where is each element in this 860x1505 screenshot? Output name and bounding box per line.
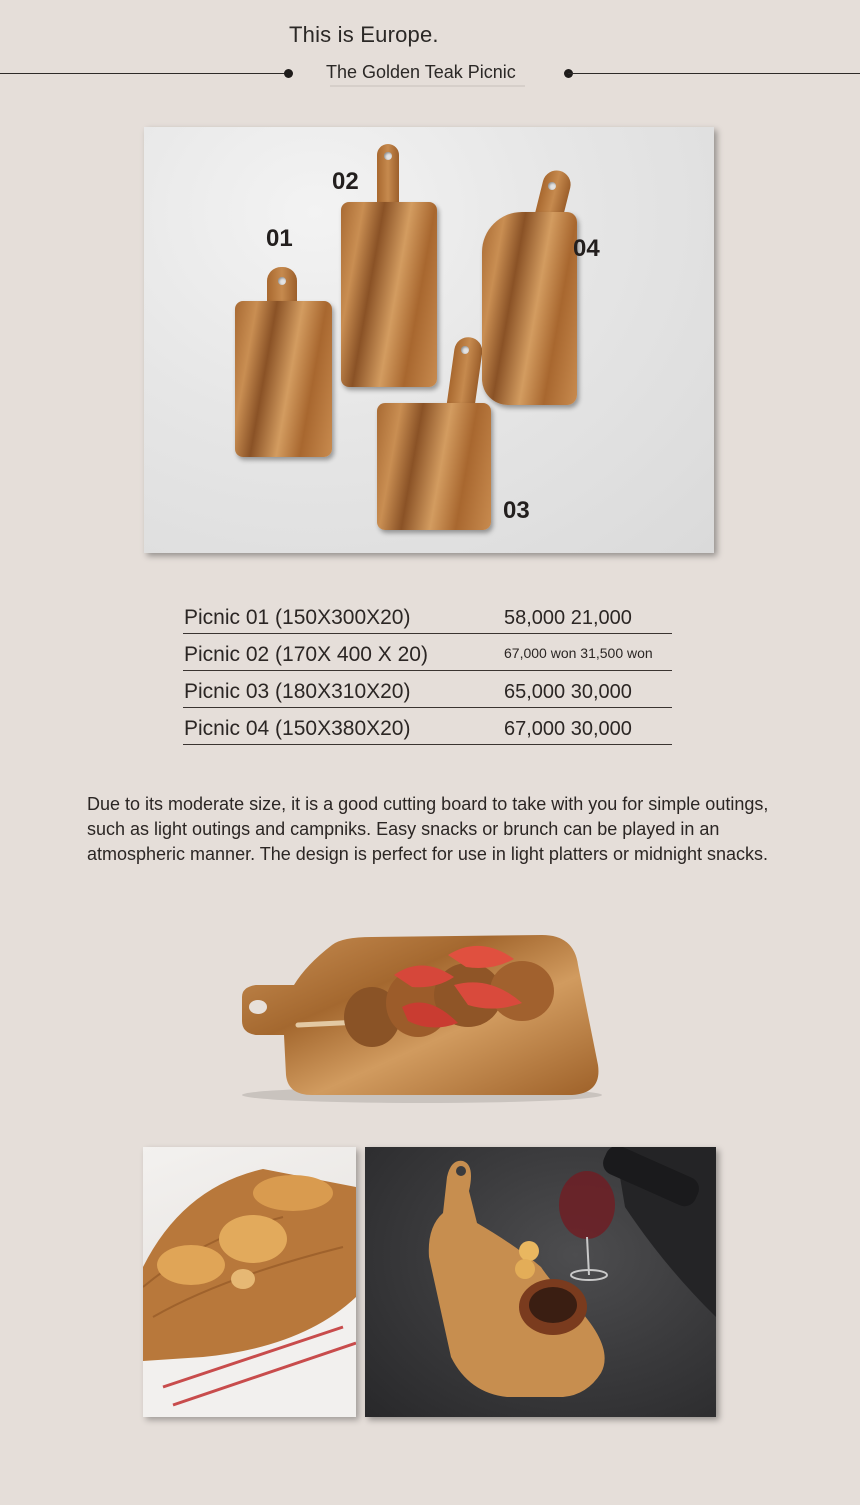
- board-04-image: [482, 170, 582, 410]
- header-rule-left: [0, 73, 287, 74]
- product-line-title: The Golden Teak Picnic: [326, 62, 516, 82]
- product-name: Picnic 03 (180X310X20): [184, 680, 411, 703]
- product-price: 58,000 21,000: [504, 607, 632, 629]
- board-label-03: 03: [503, 497, 530, 524]
- header-rule-right: [568, 73, 860, 74]
- header-rule-dot-left: [284, 69, 293, 78]
- price-table: [183, 597, 672, 745]
- product-description: Due to its moderate size, it is a good cutting board to take with you for simple outings, such as light outings and campniks. Easy snacks or brunch can be played in an atmospheric manner. The design is perfect for use in light platters or midnight snacks.: [87, 794, 769, 864]
- product-price: 67,000 30,000: [504, 718, 632, 740]
- hero-boards-photo: [144, 127, 714, 553]
- price-row: [183, 634, 672, 671]
- product-name: Picnic 04 (150X380X20): [184, 717, 411, 740]
- product-name: Picnic 01 (150X300X20): [184, 606, 411, 629]
- board-label-01: 01: [266, 225, 293, 252]
- price-row: [183, 671, 672, 708]
- cheese-bread-board-photo: [143, 1147, 356, 1417]
- price-row: [183, 708, 672, 745]
- board-01-image: [235, 267, 335, 462]
- product-price: 65,000 30,000: [504, 681, 632, 703]
- subtitle-underline: [330, 85, 525, 87]
- product-price: 67,000 won 31,500 won: [504, 645, 653, 661]
- product-name: Picnic 02 (170X 400 X 20): [184, 643, 428, 666]
- skewer-board-photo: [222, 925, 607, 1105]
- board-03-image: [377, 337, 495, 534]
- page-tagline: This is Europe.: [289, 22, 439, 47]
- board-label-04: 04: [573, 235, 600, 262]
- dessert-board-photo: [365, 1147, 716, 1417]
- price-row: [183, 597, 672, 634]
- board-label-02: 02: [332, 168, 359, 195]
